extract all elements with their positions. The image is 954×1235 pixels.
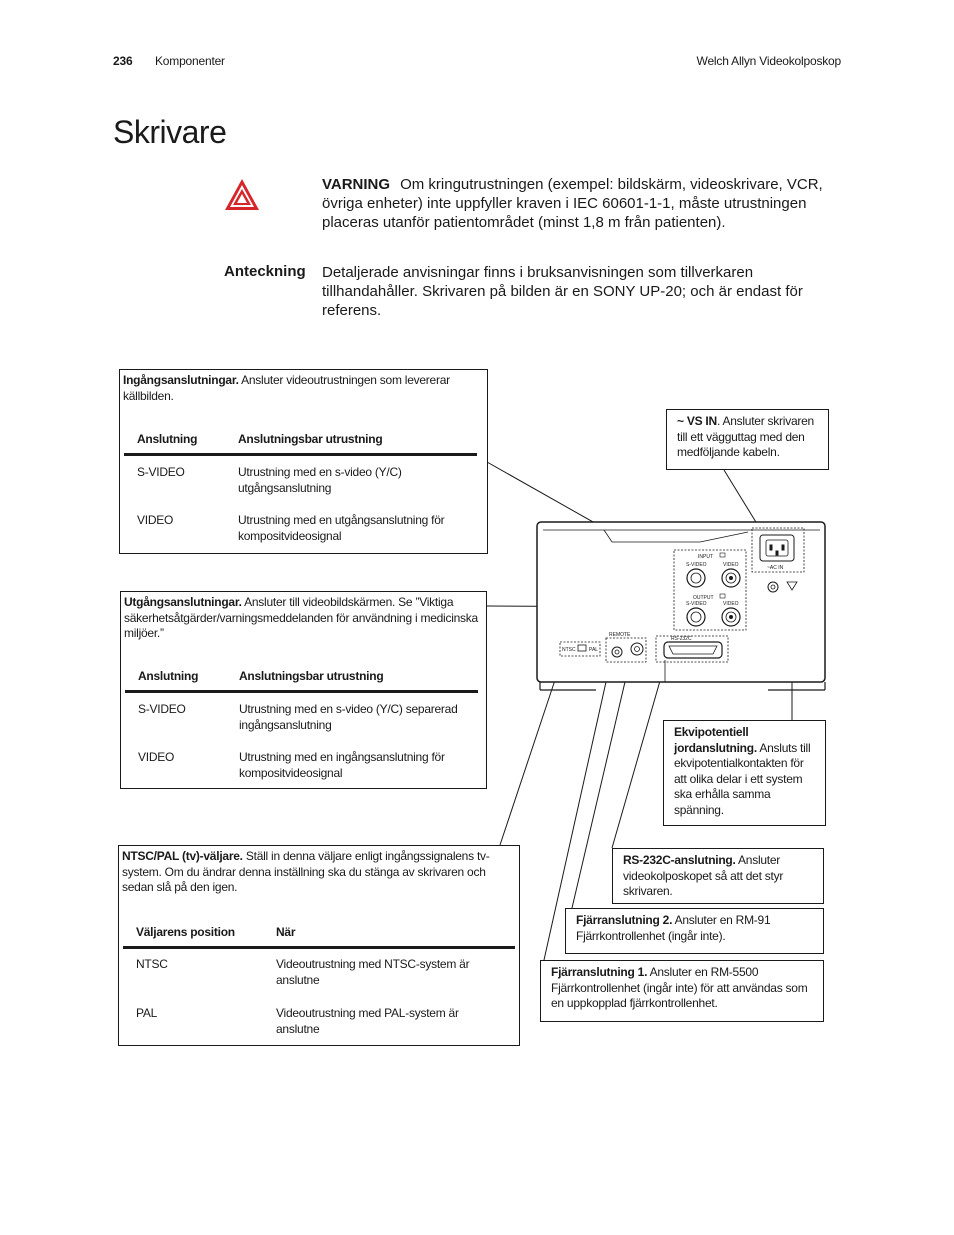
page-number: 236 bbox=[113, 54, 133, 68]
page-title: Skrivare bbox=[113, 114, 227, 150]
label-rs232: RS-232C bbox=[671, 636, 692, 642]
callout-remote1-heading: Fjärranslutning 1. bbox=[551, 965, 648, 979]
ntsc-row-when: Videoutrustning med NTSC-system är anslutne bbox=[276, 957, 470, 987]
label-input: INPUT bbox=[698, 554, 713, 560]
output-col-equipment: Anslutningsbar utrustning bbox=[239, 669, 384, 683]
callout-equipotential-heading: Ekvipotentiell jordanslutning. bbox=[674, 725, 757, 755]
input-row-conn: S-VIDEO bbox=[137, 465, 185, 479]
output-row-equip: Utrustning med en s-video (Y/C) separerad ingångsanslutning bbox=[239, 702, 458, 732]
output-box-intro bbox=[124, 595, 480, 642]
label-svideo-in: S-VIDEO bbox=[686, 562, 707, 568]
output-row-conn: S-VIDEO bbox=[138, 702, 186, 716]
callout-remote1-text: Ansluter en RM-5500 Fjärrkontrollenhet (ingår inte) för att användas som en uppkopplad fjärrkontrollenhet. bbox=[551, 965, 808, 1010]
ntsc-row-when: Videoutrustning med PAL-system är anslutne bbox=[276, 1006, 459, 1036]
input-box-intro bbox=[123, 373, 481, 404]
ntsc-table-rule bbox=[123, 946, 515, 949]
label-video-in: VIDEO bbox=[723, 562, 739, 568]
ntsc-box-intro bbox=[122, 849, 513, 896]
output-table-rule bbox=[125, 690, 478, 693]
input-col-equipment: Anslutningsbar utrustning bbox=[238, 432, 383, 446]
note-label: Anteckning bbox=[224, 263, 306, 280]
callout-rs232-heading: RS-232C-anslutning. bbox=[623, 853, 736, 867]
ntsc-col-position: Väljarens position bbox=[136, 925, 235, 939]
callout-remote2 bbox=[565, 908, 824, 954]
callout-vs-in-heading: ~ VS IN bbox=[677, 414, 717, 428]
warning-label: VARNING bbox=[322, 176, 391, 193]
label-ntsc: NTSC bbox=[562, 647, 576, 653]
note-text: Detaljerade anvisningar finns i bruksanvisningen som tillverkaren tillhandahåller. Skrivaren på bilden är en SONY UP-20; och är endast för referens. bbox=[322, 264, 803, 319]
callout-remote1 bbox=[540, 960, 824, 1022]
printer-body bbox=[537, 522, 825, 690]
input-box-desc: Ansluter videoutrustningen som levererar källbilden. bbox=[123, 373, 450, 403]
ntsc-row-position: PAL bbox=[136, 1006, 158, 1020]
ntsc-box-heading: NTSC/PAL (tv)-väljare. bbox=[122, 849, 243, 863]
input-row-equip: Utrustning med en utgångsanslutning för kompositvideosignal bbox=[238, 513, 445, 543]
callout-equipotential bbox=[663, 720, 826, 826]
ntsc-box-desc: Ställ in denna väljare enligt ingångssignalens tv-system. Om du ändrar denna inställning ska du stänga av skrivaren och sedan slå på den igen. bbox=[122, 849, 490, 894]
output-box-desc: Ansluter till videobildskärmen. Se ”Viktiga säkerhetsåtgärder/varningsmeddelanden för användning i medicinska miljöer.” bbox=[124, 595, 478, 640]
warning-text: Om kringutrustningen (exempel: bildskärm, videoskrivare, VCR, övriga enheter) inte uppfyller kraven i IEC 60601-1-1, måste utrustningen placeras utanför patientområdet (minst 1,8 m från patienten). bbox=[322, 176, 823, 231]
input-col-connection: Anslutning bbox=[137, 432, 198, 446]
callout-equipotential-text: Ansluts till ekvipotentialkontakten för att olika delar i ett system ska erhålla samma spänning. bbox=[674, 740, 811, 817]
callout-remote2-text: Ansluter en RM-91 Fjärrkontrollenhet (ingår inte). bbox=[576, 913, 771, 943]
ntsc-col-when: När bbox=[276, 925, 296, 939]
output-row-equip: Utrustning med en ingångsanslutning för kompositvideosignal bbox=[239, 750, 445, 780]
input-row-equip: Utrustning med en s-video (Y/C) utgångsanslutning bbox=[238, 465, 402, 495]
label-video-out: VIDEO bbox=[723, 601, 739, 607]
input-connections-box bbox=[119, 369, 488, 554]
output-box-heading: Utgångsanslutningar. bbox=[124, 595, 242, 609]
callout-rs232-text: Ansluter videokolposkopet så att det styr skrivaren. bbox=[623, 853, 784, 898]
label-pal: PAL bbox=[589, 647, 599, 653]
callout-vs-in-text: . Ansluter skrivaren till ett vägguttag med den medföljande kabeln. bbox=[677, 414, 814, 459]
callout-rs232 bbox=[612, 848, 824, 904]
callout-vs-in bbox=[666, 409, 829, 470]
output-col-connection: Anslutning bbox=[138, 669, 199, 683]
ntsc-row-position: NTSC bbox=[136, 957, 168, 971]
leader-rs232 bbox=[612, 660, 666, 848]
label-output: OUTPUT bbox=[693, 595, 714, 601]
label-svideo-out: S-VIDEO bbox=[686, 601, 707, 607]
input-row-conn: VIDEO bbox=[137, 513, 174, 527]
callout-remote2-heading: Fjärranslutning 2. bbox=[576, 913, 673, 927]
section-name: Komponenter bbox=[155, 54, 225, 68]
output-connections-box bbox=[120, 591, 487, 789]
label-remote: REMOTE bbox=[609, 632, 631, 638]
leader-ntsc bbox=[500, 659, 562, 845]
input-table-rule bbox=[124, 453, 477, 456]
label-ac-in: ~AC IN bbox=[767, 565, 784, 571]
product-name: Welch Allyn Videokolposkop bbox=[696, 54, 841, 68]
input-box-heading: Ingångsanslutningar. bbox=[123, 373, 239, 387]
ntsc-pal-box bbox=[118, 845, 520, 1046]
output-row-conn: VIDEO bbox=[138, 750, 175, 764]
